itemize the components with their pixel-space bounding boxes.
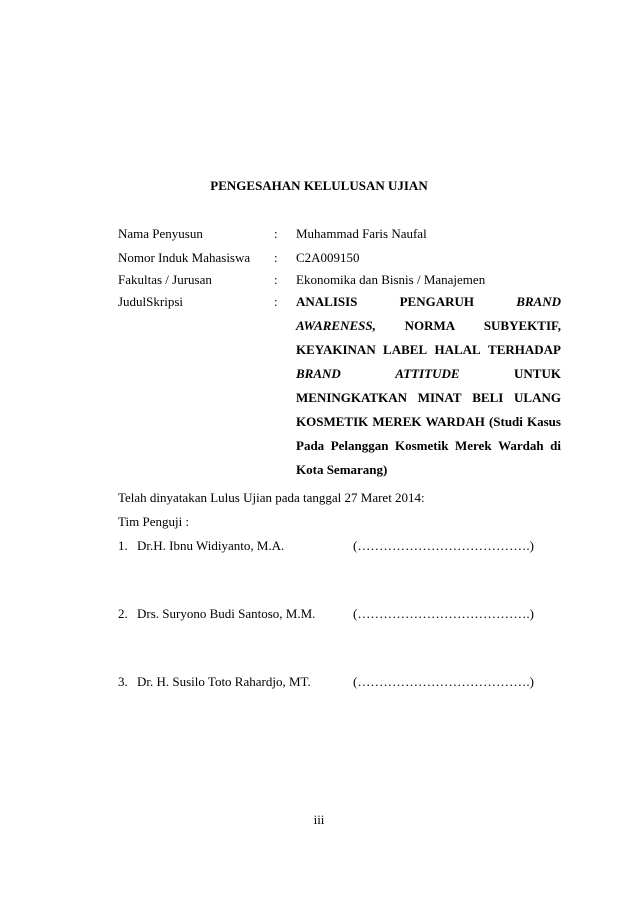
- info-label: Fakultas / Jurusan: [118, 272, 212, 287]
- thesis-title-line: AWARENESS, NORMA SUBYEKTIF,: [296, 318, 561, 333]
- thesis-title: [296, 290, 561, 482]
- info-label: Nomor Induk Mahasiswa: [118, 250, 251, 265]
- info-colon: :: [274, 272, 278, 287]
- thesis-title-line: BRAND ATTITUDE UNTUK: [296, 366, 561, 381]
- page-title: PENGESAHAN KELULUSAN UJIAN: [210, 178, 428, 193]
- info-colon: :: [274, 250, 278, 265]
- examiner-number: 1.: [118, 538, 128, 553]
- info-value: C2A009150: [296, 250, 360, 265]
- info-label: Nama Penyusun: [118, 226, 203, 241]
- examiners-heading: Tim Penguji :: [118, 514, 190, 529]
- examiner-signature: (………………………………….): [353, 606, 534, 621]
- info-value: Ekonomika dan Bisnis / Manajemen: [296, 272, 486, 287]
- info-value: Muhammad Faris Naufal: [296, 226, 427, 241]
- examiner-signature: (………………………………….): [353, 674, 534, 689]
- pass-statement: Telah dinyatakan Lulus Ujian pada tanggal 27 Maret 2014:: [118, 490, 425, 505]
- examiner-name: Dr.H. Ibnu Widiyanto, M.A.: [137, 538, 285, 553]
- thesis-title-line: MENINGKATKAN MINAT BELI ULANG: [296, 390, 561, 405]
- info-colon: :: [274, 294, 278, 309]
- examiner-name: Drs. Suryono Budi Santoso, M.M.: [137, 606, 316, 621]
- examiner-number: 3.: [118, 674, 128, 689]
- thesis-title-line: KEYAKINAN LABEL HALAL TERHADAP: [296, 342, 561, 357]
- thesis-title-line: KOSMETIK MEREK WARDAH (Studi Kasus: [296, 414, 561, 429]
- thesis-title-line: Pada Pelanggan Kosmetik Merek Wardah di: [296, 438, 561, 453]
- examiner-signature: (………………………………….): [353, 538, 534, 553]
- thesis-title-line: Kota Semarang): [296, 462, 388, 477]
- examiner-name: Dr. H. Susilo Toto Rahardjo, MT.: [137, 674, 311, 689]
- info-label: JudulSkripsi: [118, 294, 184, 309]
- thesis-title-line: ANALISIS PENGARUH BRAND: [296, 294, 561, 309]
- page-number: iii: [313, 812, 325, 827]
- examiner-number: 2.: [118, 606, 128, 621]
- info-colon: :: [274, 226, 278, 241]
